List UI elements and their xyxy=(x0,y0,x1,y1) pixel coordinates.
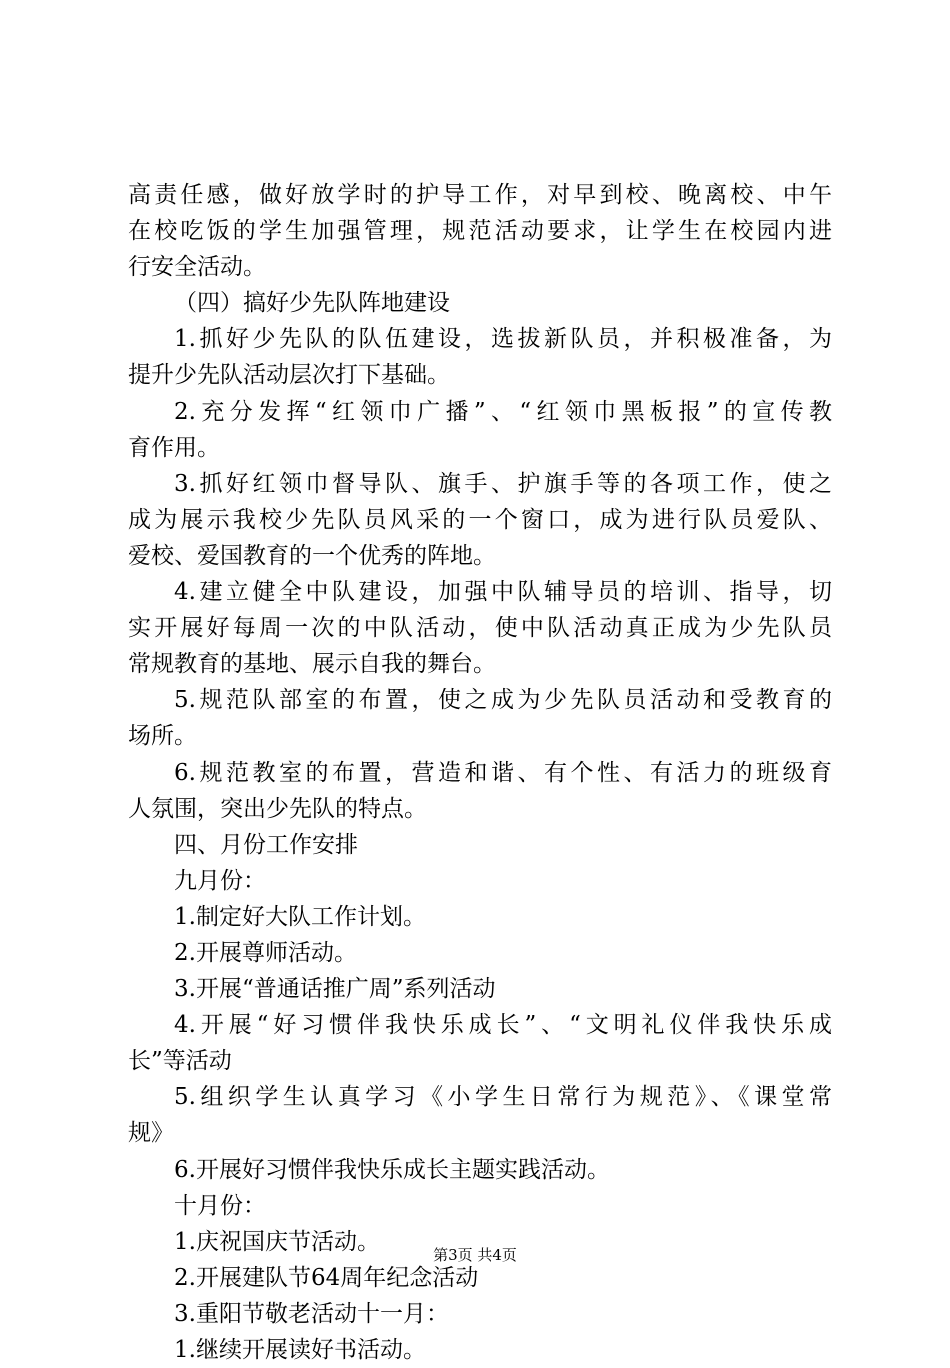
paragraph-line: 在校吃饭的学生加强管理，规范活动要求，让学生在校园内进 xyxy=(128,218,832,245)
list-item-line: 3.开展“普通话推广周”系列活动 xyxy=(174,976,496,1003)
list-item-line: 6.开展好习惯伴我快乐成长主题实践活动。 xyxy=(174,1156,610,1183)
list-item-line: 5.组织学生认真学习《小学生日常行为规范》、《课堂常 xyxy=(174,1084,832,1111)
list-item-line: 成为展示我校少先队员风采的一个窗口，成为进行队员爱队、 xyxy=(128,506,832,533)
list-item-line: 3.抓好红领巾督导队、旗手、护旗手等的各项工作，使之 xyxy=(174,470,832,497)
list-item-line: 常规教育的基地、展示自我的舞台。 xyxy=(128,651,496,678)
section-heading: （四）搞好少先队阵地建设 xyxy=(174,290,450,317)
list-item-line: 提升少先队活动层次打下基础。 xyxy=(128,362,450,389)
list-item-line: 2.充分发挥“红领巾广播”、“红领巾黑板报”的宣传教 xyxy=(174,398,832,425)
list-item-line: 1.制定好大队工作计划。 xyxy=(174,903,426,930)
section-heading: 四、月份工作安排 xyxy=(174,831,358,858)
list-item-line: 5.规范队部室的布置，使之成为少先队员活动和受教育的 xyxy=(174,687,832,714)
list-item-line: 1.继续开展读好书活动。 xyxy=(174,1337,426,1363)
document-body xyxy=(128,177,832,1368)
list-item-line: 2.开展建队节64周年纪念活动 xyxy=(174,1264,479,1291)
list-item-line: 爱校、爱国教育的一个优秀的阵地。 xyxy=(128,542,496,569)
page-number-footer: 第3页 共4页 xyxy=(433,1246,517,1264)
list-item-line: 规》 xyxy=(128,1120,174,1147)
month-heading: 十月份： xyxy=(174,1192,266,1219)
list-item-line: 育作用。 xyxy=(128,434,220,461)
paragraph-line: 高责任感，做好放学时的护导工作，对早到校、晚离校、中午 xyxy=(128,182,832,208)
list-item-line: 4.建立健全中队建设，加强中队辅导员的培训、指导，切 xyxy=(174,579,832,606)
list-item-line: 场所。 xyxy=(128,723,197,750)
list-item-line: 1.庆祝国庆节活动。 xyxy=(174,1228,380,1255)
list-item-line: 2.开展尊师活动。 xyxy=(174,939,357,966)
paragraph-line: 行安全活动。 xyxy=(128,254,266,281)
list-item-line: 3.重阳节敬老活动十一月： xyxy=(174,1300,449,1327)
month-heading: 九月份： xyxy=(174,867,266,894)
list-item-line: 长”等活动 xyxy=(128,1048,232,1075)
list-item-line: 1.抓好少先队的队伍建设，选拔新队员，并积极准备，为 xyxy=(174,326,832,353)
list-item-line: 4.开展“好习惯伴我快乐成长”、“文明礼仪伴我快乐成 xyxy=(174,1012,832,1039)
list-item-line: 人氛围，突出少先队的特点。 xyxy=(128,795,427,822)
list-item-line: 6.规范教室的布置，营造和谐、有个性、有活力的班级育 xyxy=(174,759,832,786)
list-item-line: 实开展好每周一次的中队活动，使中队活动真正成为少先队员 xyxy=(128,615,832,642)
